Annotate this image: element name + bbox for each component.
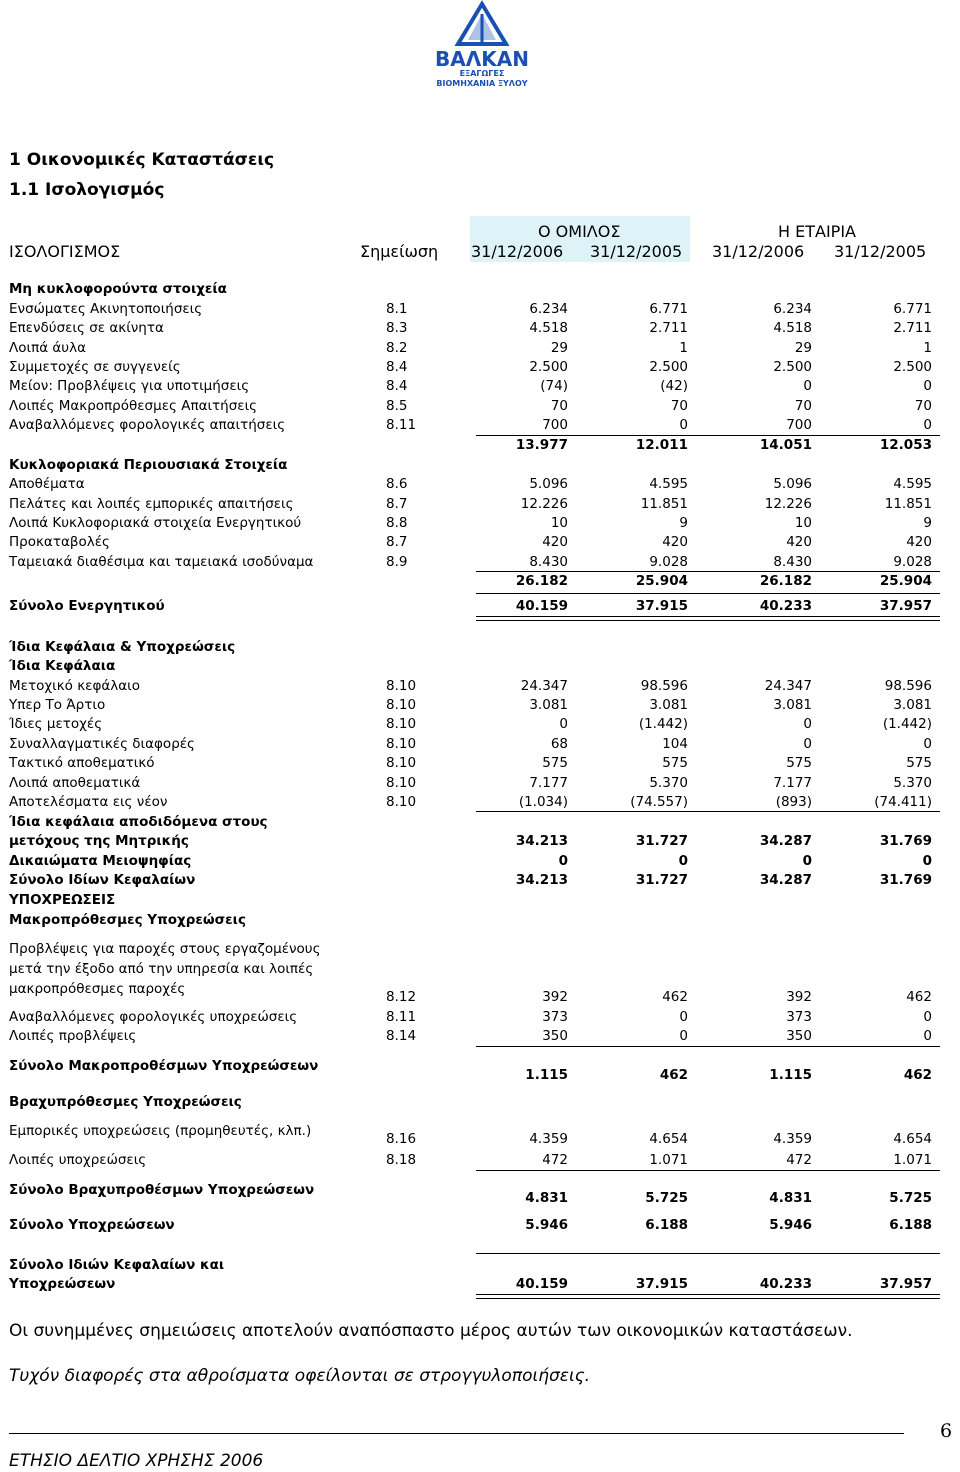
cell-value: 462	[659, 1067, 688, 1083]
cell-value: 37.915	[635, 598, 688, 614]
cell-value: 8.430	[529, 554, 568, 570]
row-note: 8.9	[386, 554, 408, 570]
row-label: Ίδια κεφάλαια αποδιδόμενα στους	[9, 814, 268, 830]
row-label: Ταμειακά διαθέσιμα και ταμειακά ισοδύναμα	[9, 554, 314, 570]
footer-rule	[9, 1433, 904, 1434]
cell-value: 12.011	[635, 437, 688, 453]
row-label: Υποχρεώσεων	[9, 1276, 116, 1292]
cell-value: 575	[786, 755, 812, 771]
table-row	[0, 496, 960, 516]
cell-value: 98.596	[884, 678, 932, 694]
page-number: 6	[940, 1420, 953, 1442]
row-label: Προκαταβολές	[9, 534, 110, 550]
cell-value: 40.233	[759, 598, 812, 614]
cell-value: 104	[662, 736, 688, 752]
cell-value: (42)	[660, 378, 688, 394]
row-label: Τακτικό αποθεματικό	[9, 755, 155, 771]
cell-value: 0	[803, 378, 812, 394]
cell-value: 392	[542, 989, 568, 1005]
cell-value: 4.359	[773, 1131, 812, 1147]
table-row	[0, 697, 960, 717]
cell-value: 2.500	[529, 359, 568, 375]
cell-value: 1.115	[769, 1067, 812, 1083]
notes-statement: Οι συνημμένες σημειώσεις αποτελούν αναπόσπαστο μέρος αυτών των οικονομικών καταστάσεων.	[9, 1321, 853, 1341]
cell-value: 2.711	[649, 320, 688, 336]
cell-value: 4.831	[769, 1190, 812, 1206]
cell-value: 13.977	[515, 437, 568, 453]
total-row	[0, 872, 960, 892]
cell-value: 12.053	[879, 437, 932, 453]
cell-value: 420	[906, 534, 932, 550]
row-label: Σύνολο Ενεργητικού	[9, 598, 165, 614]
table-row	[0, 1028, 960, 1048]
table-row	[0, 678, 960, 698]
cell-value: 70	[670, 398, 688, 414]
cell-value: 25.904	[635, 573, 688, 589]
cell-value: 0	[679, 1009, 688, 1025]
cell-value: 12.226	[764, 496, 812, 512]
cell-value: 462	[662, 989, 688, 1005]
cell-value: 3.081	[893, 697, 932, 713]
cell-value: 3.081	[529, 697, 568, 713]
table-row	[0, 378, 960, 398]
cell-value: 5.725	[889, 1190, 932, 1206]
row-label: Αποτελέσματα εις νέον	[9, 794, 168, 810]
table-title: ΙΣΟΛΟΓΙΣΜΟΣ	[9, 242, 121, 261]
cell-value: 0	[803, 736, 812, 752]
table-row	[0, 476, 960, 496]
row-label: μακροπρόθεσμες παροχές	[9, 981, 186, 997]
cell-value: 420	[542, 534, 568, 550]
subtotal-rule	[476, 571, 940, 572]
cell-value: 24.347	[764, 678, 812, 694]
footer-bulletin: ΕΤΗΣΙΟ ΔΕΛΤΙΟ ΧΡΗΣΗΣ 2006	[9, 1451, 264, 1471]
cell-value: 26.182	[515, 573, 568, 589]
total-row	[0, 1276, 960, 1296]
table-row	[0, 1131, 960, 1151]
row-note: 8.10	[386, 697, 417, 713]
row-label: Λοιπά αποθεματικά	[9, 775, 141, 791]
row-label: Πελάτες και λοιπές εμπορικές απαιτήσεις	[9, 496, 294, 512]
subtotal-rule	[476, 1170, 940, 1171]
cell-value: 373	[786, 1009, 812, 1025]
total-row	[0, 598, 960, 618]
subtotal-row	[0, 853, 960, 873]
row-label: Επενδύσεις σε ακίνητα	[9, 320, 164, 336]
row-note: 8.4	[386, 378, 408, 394]
col-header-etairia-2006: 31/12/2006	[712, 242, 805, 261]
col-header-omilos-2006: 31/12/2006	[471, 242, 564, 261]
total-rule	[476, 1253, 940, 1254]
row-label: Αναβαλλόμενες φορολογικές απαιτήσεις	[9, 417, 286, 433]
section-short-term: Βραχυπρόθεσμες Υποχρεώσεις	[9, 1094, 242, 1110]
row-label: Λοιπά άυλα	[9, 340, 86, 356]
svg-text:ΒΑΛΚΑΝ: ΒΑΛΚΑΝ	[435, 47, 529, 71]
cell-value: (1.442)	[882, 716, 932, 732]
table-row	[0, 534, 960, 554]
cell-value: 40.159	[515, 598, 568, 614]
cell-value: 31.769	[879, 872, 932, 888]
cell-value: (1.442)	[638, 716, 688, 732]
subtotal-row	[0, 833, 960, 853]
cell-value: (74.557)	[630, 794, 688, 810]
cell-value: 98.596	[640, 678, 688, 694]
cell-value: 700	[786, 417, 812, 433]
cell-value: 575	[542, 755, 568, 771]
cell-value: 0	[923, 378, 932, 394]
section-equity: Ίδια Κεφάλαια	[9, 658, 116, 674]
row-note: 8.7	[386, 496, 408, 512]
cell-value: 2.500	[649, 359, 688, 375]
cell-value: 350	[786, 1028, 812, 1044]
cell-value: (74.411)	[874, 794, 932, 810]
cell-value: 6.771	[893, 301, 932, 317]
subtotal-rule	[476, 1046, 940, 1047]
row-label: Σύνολο Ιδίων Κεφαλαίων	[9, 872, 196, 888]
row-label: Σύνολο Ιδιών Κεφαλαίων και	[9, 1257, 225, 1273]
cell-value: 420	[786, 534, 812, 550]
cell-value: 6.188	[889, 1217, 932, 1233]
row-note: 8.6	[386, 476, 408, 492]
row-label: Μείον: Προβλέψεις για υποτιμήσεις	[9, 378, 250, 394]
cell-value: 26.182	[759, 573, 812, 589]
cell-value: 4.595	[893, 476, 932, 492]
cell-value: 40.233	[759, 1276, 812, 1292]
heading-balance-sheet: 1.1 Ισολογισμός	[9, 180, 165, 200]
cell-value: 4.595	[649, 476, 688, 492]
cell-value: 0	[922, 853, 932, 869]
row-label: Σύνολο Μακροπροθέσμων Υποχρεώσεων	[9, 1058, 319, 1074]
row-note: 8.10	[386, 794, 417, 810]
table-row	[0, 398, 960, 418]
row-label: Λοιπά Κυκλοφοριακά στοιχεία Ενεργητικού	[9, 515, 302, 531]
row-label: Λοιπές Μακροπρόθεσμες Απαιτήσεις	[9, 398, 258, 414]
row-note: 8.10	[386, 736, 417, 752]
row-label: Δικαιώματα Μειοψηφίας	[9, 853, 192, 869]
cell-value: 4.654	[893, 1131, 932, 1147]
cell-value: (74)	[540, 378, 568, 394]
cell-value: 11.851	[640, 496, 688, 512]
cell-value: (1.034)	[518, 794, 568, 810]
row-note: 8.11	[386, 1009, 417, 1025]
section-liabilities: ΥΠΟΧΡΕΩΣΕΙΣ	[9, 892, 116, 908]
row-label: Ενσώματες Ακινητοποιήσεις	[9, 301, 203, 317]
cell-value: 34.213	[515, 833, 568, 849]
row-label: μετόχους της Μητρικής	[9, 833, 189, 849]
cell-value: 1	[679, 340, 688, 356]
cell-value: 8.430	[773, 554, 812, 570]
row-note: 8.4	[386, 359, 408, 375]
section-current: Κυκλοφοριακά Περιουσιακά Στοιχεία	[9, 457, 288, 473]
cell-value: 0	[559, 716, 568, 732]
cell-value: 5.096	[773, 476, 812, 492]
cell-value: 37.957	[879, 598, 932, 614]
cell-value: 4.831	[525, 1190, 568, 1206]
cell-value: 5.946	[525, 1217, 568, 1233]
section-equity-liabilities: Ίδια Κεφάλαια & Υποχρεώσεις	[9, 639, 236, 655]
row-note: 8.16	[386, 1131, 417, 1147]
cell-value: 392	[786, 989, 812, 1005]
cell-value: 6.188	[645, 1217, 688, 1233]
cell-value: 0	[923, 417, 932, 433]
cell-value: 2.500	[773, 359, 812, 375]
cell-value: 5.370	[893, 775, 932, 791]
cell-value: 0	[678, 853, 688, 869]
cell-value: 0	[679, 417, 688, 433]
row-label: Λοιπές υποχρεώσεις	[9, 1152, 147, 1168]
col-header-etairia-2005: 31/12/2005	[834, 242, 927, 261]
table-row	[0, 320, 960, 340]
subtotal-row	[0, 1190, 960, 1210]
row-label: Σύνολο Βραχυπροθέσμων Υποχρεώσεων	[9, 1182, 315, 1198]
group-header-etairia: Η ΕΤΑΙΡΙΑ	[778, 222, 856, 241]
row-label: Λοιπές προβλέψεις	[9, 1028, 137, 1044]
row-note: 8.14	[386, 1028, 417, 1044]
row-label: Μετοχικό κεφάλαιο	[9, 678, 140, 694]
cell-value: 575	[662, 755, 688, 771]
row-note: 8.8	[386, 515, 408, 531]
cell-value: 31.727	[635, 833, 688, 849]
cell-value: 10	[794, 515, 812, 531]
cell-value: 31.727	[635, 872, 688, 888]
table-row	[0, 716, 960, 736]
table-row	[0, 515, 960, 535]
heading-financial-statements: 1 Οικονομικές Καταστάσεις	[9, 150, 275, 170]
cell-value: 0	[923, 736, 932, 752]
cell-value: 34.287	[759, 872, 812, 888]
table-row	[0, 775, 960, 795]
cell-value: 37.957	[879, 1276, 932, 1292]
table-row	[0, 359, 960, 379]
table-row	[0, 417, 960, 437]
cell-value: 4.518	[529, 320, 568, 336]
section-noncurrent: Μη κυκλοφορούντα στοιχεία	[9, 281, 227, 297]
cell-value: 3.081	[773, 697, 812, 713]
cell-value: 5.370	[649, 775, 688, 791]
cell-value: 1	[923, 340, 932, 356]
section-long-term: Μακροπρόθεσμες Υποχρεώσεις	[9, 912, 246, 928]
cell-value: 0	[923, 1028, 932, 1044]
row-note: 8.3	[386, 320, 408, 336]
cell-value: 2.500	[893, 359, 932, 375]
cell-value: 14.051	[759, 437, 812, 453]
cell-value: 3.081	[649, 697, 688, 713]
cell-value: 34.287	[759, 833, 812, 849]
cell-value: 29	[794, 340, 812, 356]
cell-value: 10	[550, 515, 568, 531]
cell-value: 29	[550, 340, 568, 356]
cell-value: 24.347	[520, 678, 568, 694]
rounding-note: Τυχόν διαφορές στα αθροίσματα οφείλονται σε στρογγυλοποιήσεις.	[9, 1366, 591, 1386]
cell-value: 40.159	[515, 1276, 568, 1292]
cell-value: 6.234	[773, 301, 812, 317]
cell-value: 70	[550, 398, 568, 414]
table-row	[0, 736, 960, 756]
cell-value: 472	[542, 1152, 568, 1168]
cell-value: 9	[679, 515, 688, 531]
table-row	[0, 1009, 960, 1029]
row-label: Συναλλαγματικές διαφορές	[9, 736, 195, 752]
cell-value: 1.071	[649, 1152, 688, 1168]
row-note: 8.11	[386, 417, 417, 433]
cell-value: 472	[786, 1152, 812, 1168]
subtotal-row	[0, 437, 960, 457]
subtotal-rule	[476, 435, 940, 436]
row-note: 8.2	[386, 340, 408, 356]
cell-value: 5.096	[529, 476, 568, 492]
cell-value: 37.915	[635, 1276, 688, 1292]
cell-value: 4.359	[529, 1131, 568, 1147]
cell-value: 1.071	[893, 1152, 932, 1168]
note-column-header: Σημείωση	[360, 242, 439, 261]
cell-value: 0	[558, 853, 568, 869]
cell-value: 5.725	[645, 1190, 688, 1206]
cell-value: 34.213	[515, 872, 568, 888]
cell-value: (893)	[775, 794, 812, 810]
cell-value: 2.711	[893, 320, 932, 336]
subtotal-row	[0, 1067, 960, 1087]
cell-value: 0	[923, 1009, 932, 1025]
cell-value: 7.177	[773, 775, 812, 791]
cell-value: 0	[679, 1028, 688, 1044]
cell-value: 700	[542, 417, 568, 433]
total-row	[0, 1217, 960, 1237]
cell-value: 420	[662, 534, 688, 550]
row-label: μετά την έξοδο από την υπηρεσία και λοιπές	[9, 961, 314, 977]
subtotal-row	[0, 573, 960, 593]
cell-value: 0	[803, 716, 812, 732]
cell-value: 11.851	[884, 496, 932, 512]
cell-value: 350	[542, 1028, 568, 1044]
cell-value: 5.946	[769, 1217, 812, 1233]
row-label: Προβλέψεις για παροχές στους εργαζομένους	[9, 941, 321, 957]
cell-value: 0	[802, 853, 812, 869]
cell-value: 575	[906, 755, 932, 771]
cell-value: 9	[923, 515, 932, 531]
cell-value: 1.115	[525, 1067, 568, 1083]
total-double-rule	[476, 1294, 940, 1299]
table-row	[0, 989, 960, 1009]
svg-text:ΕΞΑΓΩΓΕΣ: ΕΞΑΓΩΓΕΣ	[459, 69, 505, 78]
row-note: 8.10	[386, 775, 417, 791]
row-label: Αναβαλλόμενες φορολογικές υποχρεώσεις	[9, 1009, 298, 1025]
cell-value: 6.234	[529, 301, 568, 317]
row-label: Σύνολο Υποχρεώσεων	[9, 1217, 175, 1233]
cell-value: 25.904	[879, 573, 932, 589]
cell-value: 6.771	[649, 301, 688, 317]
table-row	[0, 1152, 960, 1172]
row-label: Ίδιες μετοχές	[9, 716, 103, 732]
row-note: 8.18	[386, 1152, 417, 1168]
table-row	[0, 340, 960, 360]
row-note: 8.10	[386, 755, 417, 771]
row-label: Συμμετοχές σε συγγενείς	[9, 359, 181, 375]
cell-value: 12.226	[520, 496, 568, 512]
cell-value: 373	[542, 1009, 568, 1025]
col-header-omilos-2005: 31/12/2005	[590, 242, 683, 261]
table-row	[0, 301, 960, 321]
row-note: 8.10	[386, 716, 417, 732]
subtotal-rule	[476, 811, 940, 812]
svg-text:ΒΙΟΜΗΧΑΝΙΑ ΞΥΛΟΥ: ΒΙΟΜΗΧΑΝΙΑ ΞΥΛΟΥ	[436, 79, 528, 88]
row-label: Αποθέματα	[9, 476, 85, 492]
cell-value: 4.518	[773, 320, 812, 336]
cell-value: 462	[906, 989, 932, 1005]
cell-value: 9.028	[893, 554, 932, 570]
cell-value: 7.177	[529, 775, 568, 791]
row-note: 8.10	[386, 678, 417, 694]
cell-value: 31.769	[879, 833, 932, 849]
group-header-omilos: Ο ΟΜΙΛΟΣ	[538, 222, 621, 241]
cell-value: 462	[903, 1067, 932, 1083]
row-label: Εμπορικές υποχρεώσεις (προμηθευτές, κλπ.)	[9, 1123, 312, 1139]
cell-value: 70	[794, 398, 812, 414]
cell-value: 4.654	[649, 1131, 688, 1147]
total-double-rule	[476, 616, 940, 621]
table-row	[0, 755, 960, 775]
row-note: 8.7	[386, 534, 408, 550]
row-note: 8.1	[386, 301, 408, 317]
company-logo	[418, 0, 546, 90]
cell-value: 9.028	[649, 554, 688, 570]
total-rule	[476, 593, 940, 594]
row-note: 8.5	[386, 398, 408, 414]
cell-value: 70	[914, 398, 932, 414]
cell-value: 68	[550, 736, 568, 752]
row-label: Υπερ Το Άρτιο	[9, 697, 106, 713]
row-note: 8.12	[386, 989, 417, 1005]
